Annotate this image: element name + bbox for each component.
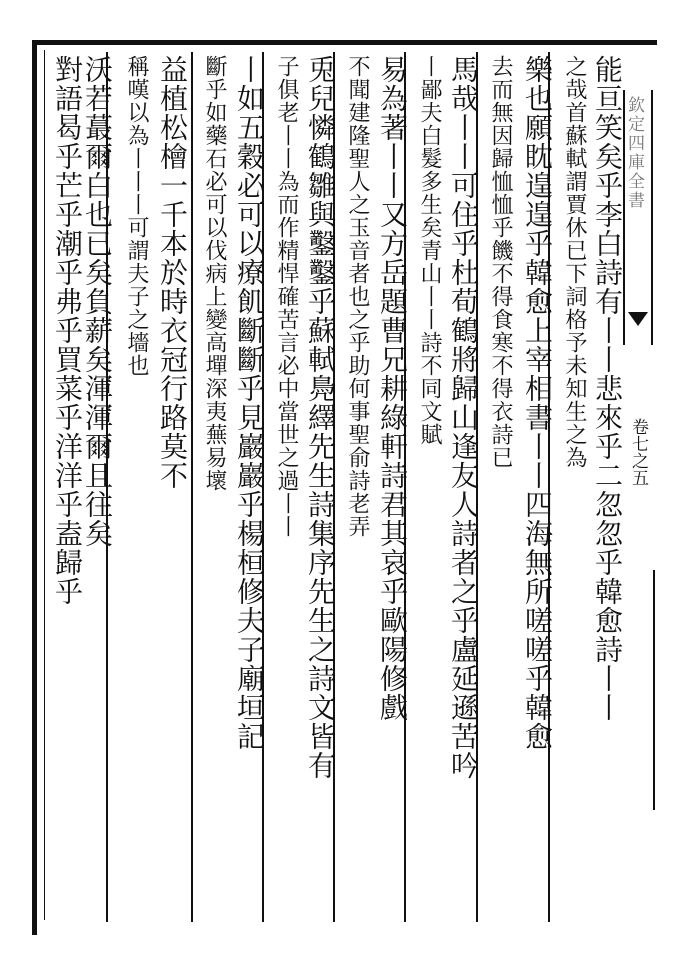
text-column: 沃若蕞爾白也已矣負薪矣渾渾爾且往矣 <box>81 55 114 548</box>
text-column: 能亘笑矣乎李白詩有丨丨悲來乎二忽忽乎韓愈詩丨丨 <box>591 55 624 722</box>
text-column: 子俱老丨丨為而作精悍確苦言必中當世之過丨丨 <box>274 55 299 538</box>
text-column: 易為著丨丨又方岳題曹兄耕綠軒詩君其哀乎歐陽修戲 <box>376 55 409 722</box>
text-column: 不聞建隆聖人之玉音者也之乎助何事聖俞詩老弄 <box>345 55 370 538</box>
text-column: 稱嘆以為丨丨丨可謂夫子之墻也 <box>124 55 149 377</box>
text-column: 斷乎如藥石必可以伐病上變高墠深夷蕪易壞 <box>202 55 227 492</box>
text-column: 兎兒憐鶴雛與鑿鑿乎蘇軾鳧繹先生詩集序先生之詩文皆有 <box>304 55 337 780</box>
column-divider <box>191 52 193 922</box>
text-column: 對語曷乎芒乎潮乎弗乎買菜乎洋洋乎盍歸乎 <box>51 55 84 606</box>
text-column: 馬哉丨丨可住乎杜荀鶴將歸山逢友人詩者之乎盧延遜苦吟 <box>447 55 480 780</box>
margin-rule <box>643 570 655 810</box>
text-column: 益植松檜一千本於時衣冠行路莫不 <box>156 55 189 490</box>
text-column: 去而無因歸恤恤乎饑不得食寒不得衣詩已 <box>488 55 513 469</box>
text-column: 丨鄙夫白髮多生矣青山丨丨詩不同文賦 <box>417 55 442 446</box>
text-column: 樂也願眈遑遑乎韓愈上宰相書丨丨四海無所嗟嗟乎韓愈 <box>521 55 554 751</box>
text-column: 丨如五穀必可以療飢斷斷乎見巖巖乎楊桓修夫子廟垣記 <box>233 55 266 751</box>
book-title: 欽定四庫全書 <box>624 96 644 210</box>
volume-label: 卷七之五 <box>628 418 648 486</box>
fish-tail-mark <box>628 312 648 326</box>
text-column: 之哉首蘇軾謂賈休已下詞格予未知生之為 <box>562 55 587 469</box>
